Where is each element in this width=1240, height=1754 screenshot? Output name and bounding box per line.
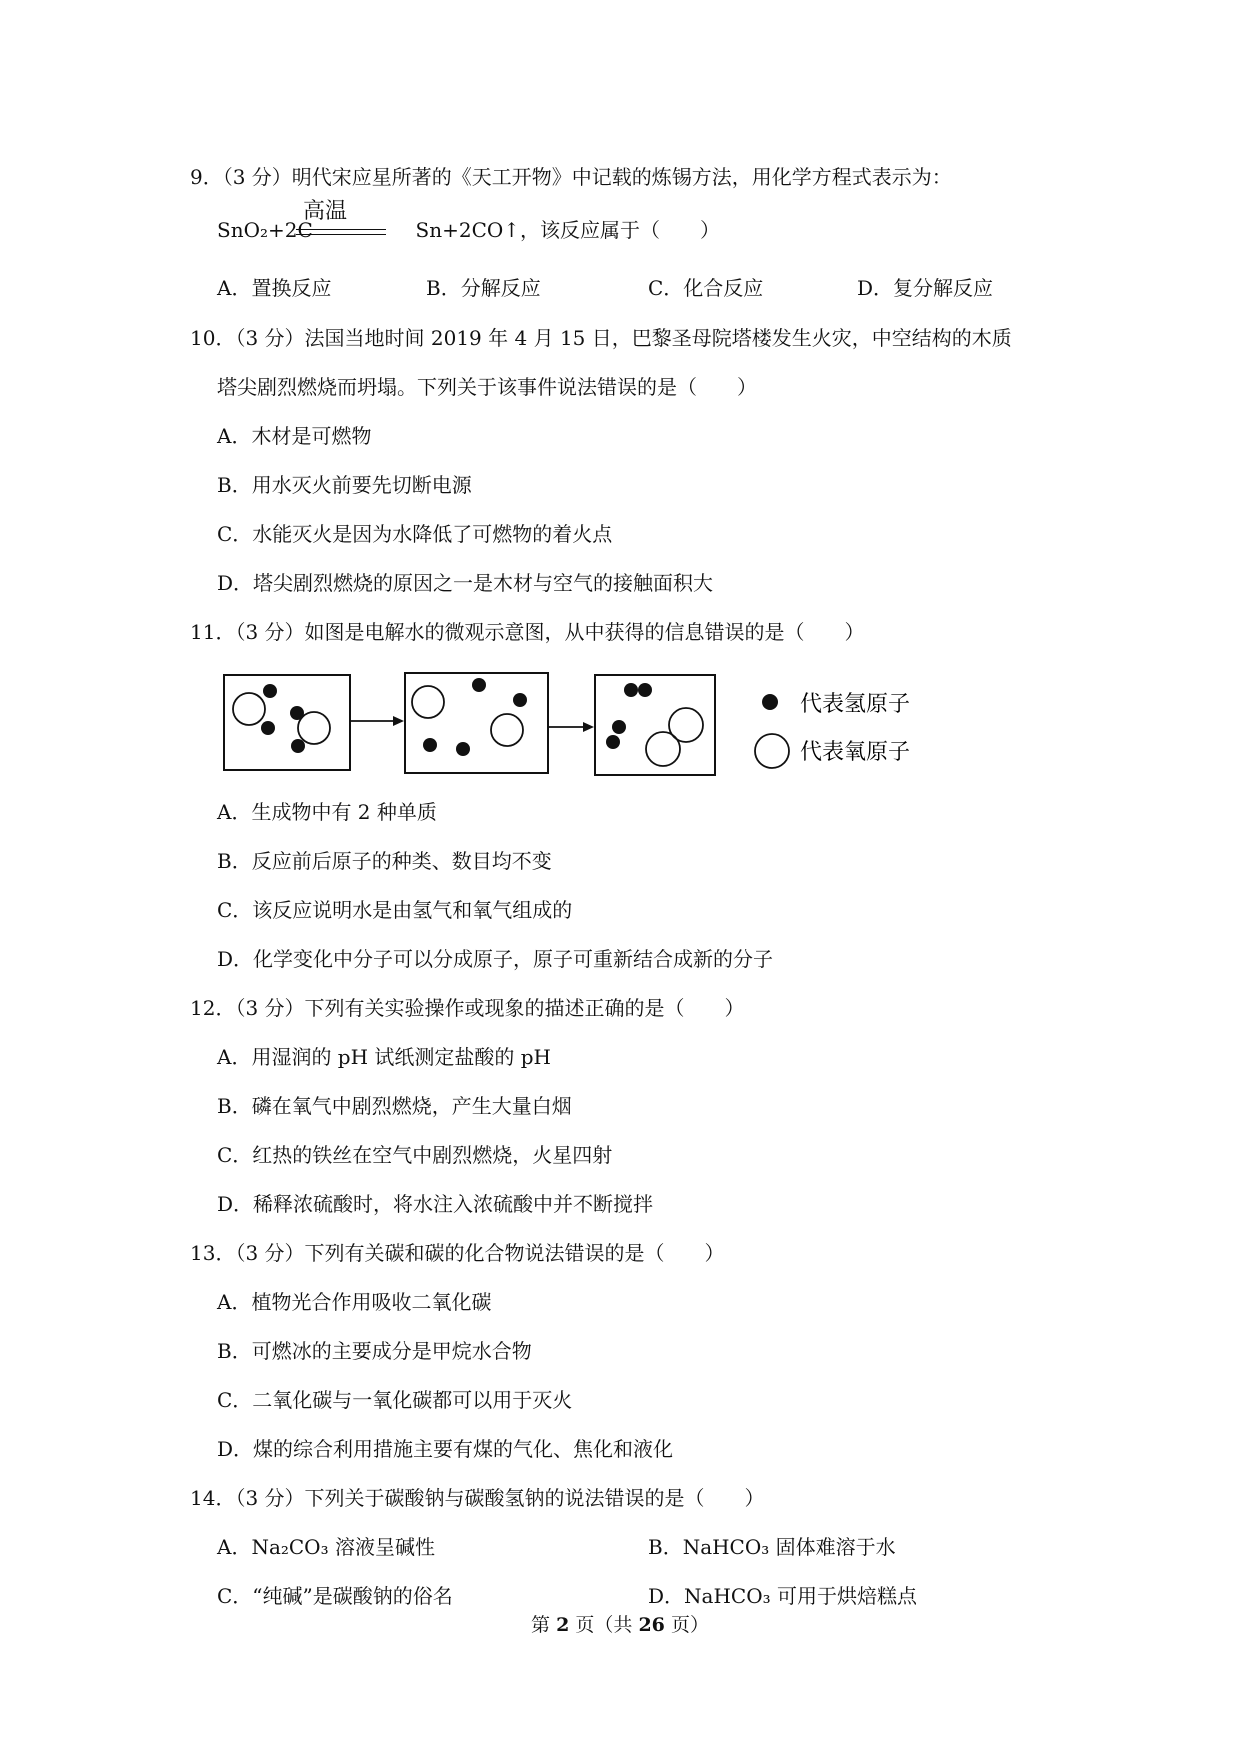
hydrogen-atom (290, 706, 304, 720)
q12-option-c[interactable]: C．红热的铁丝在空气中剧烈燃烧，火星四射 (217, 1143, 613, 1167)
legend-hydrogen-icon (762, 694, 778, 710)
q11-option-a[interactable]: A．生成物中有 2 种单质 (217, 800, 437, 824)
legend-oxygen-label: 代表氧原子 (800, 740, 911, 765)
hydrogen-atom (513, 693, 527, 707)
q9-stem: 9．（3 分）明代宋应星所著的《天工开物》中记载的炼锡方法，用化学方程式表示为： (190, 165, 952, 189)
oxygen-atom (412, 686, 444, 718)
q10-option-a[interactable]: A．木材是可燃物 (217, 424, 372, 448)
oxygen-atom (233, 693, 265, 725)
hydrogen-atom (263, 684, 277, 698)
oxygen-atom (646, 732, 680, 766)
q10-option-d[interactable]: D．塔尖剧烈燃烧的原因之一是木材与空气的接触面积大 (217, 571, 714, 595)
legend-oxygen-icon (755, 734, 789, 768)
q14-option-a[interactable]: A．Na₂CO₃ 溶液呈碱性 (217, 1535, 435, 1559)
q13-option-d[interactable]: D．煤的综合利用措施主要有煤的气化、焦化和液化 (217, 1437, 674, 1461)
q13-option-b[interactable]: B．可燃冰的主要成分是甲烷水合物 (217, 1339, 532, 1363)
footer-total-pages: 26 (638, 1614, 665, 1636)
hydrogen-atom (472, 678, 486, 692)
hydrogen-atom (291, 739, 305, 753)
hydrogen-atom (606, 735, 620, 749)
q10-stem-line2: 塔尖剧烈燃烧而坍塌。下列关于该事件说法错误的是（ ） (217, 375, 757, 399)
arrow-head (393, 716, 404, 726)
q9-equation-left: SnO₂+2C (217, 218, 313, 242)
q9-equation-right: Sn+2CO↑，该反应属于（ ） (415, 218, 721, 242)
footer-prefix: 第 (531, 1614, 551, 1636)
hydrogen-atom (638, 683, 652, 697)
q9-option-c[interactable]: C．化合反应 (648, 276, 764, 300)
q9-reaction-condition: 高温 (303, 199, 348, 224)
q13-option-a[interactable]: A．植物光合作用吸收二氧化碳 (217, 1290, 492, 1314)
q11-option-c[interactable]: C．该反应说明水是由氢气和氧气组成的 (217, 898, 573, 922)
q14-stem: 14．（3 分）下列关于碳酸钠与碳酸氢钠的说法错误的是（ ） (190, 1486, 765, 1510)
q9-option-b[interactable]: B．分解反应 (426, 276, 541, 300)
q9-option-a[interactable]: A．置换反应 (217, 276, 332, 300)
footer-middle: 页（共 (575, 1614, 633, 1636)
footer-suffix: 页） (670, 1614, 709, 1636)
footer-page-number: 2 (556, 1614, 570, 1636)
q11-option-b[interactable]: B．反应前后原子的种类、数目均不变 (217, 849, 552, 873)
q11-stem: 11．（3 分）如图是电解水的微观示意图，从中获得的信息错误的是（ ） (190, 620, 865, 644)
q10-stem-line1: 10．（3 分）法国当地时间 2019 年 4 月 15 日，巴黎圣母院塔楼发生火灾，中空结构的木质 (190, 326, 1012, 350)
hydrogen-atom (612, 720, 626, 734)
q12-option-a[interactable]: A．用湿润的 pH 试纸测定盐酸的 pH (217, 1045, 552, 1069)
oxygen-atom (491, 714, 523, 746)
page-footer (0, 1613, 1240, 1637)
q11-option-d[interactable]: D．化学变化中分子可以分成原子，原子可重新结合成新的分子 (217, 947, 774, 971)
q10-option-b[interactable]: B．用水灭火前要先切断电源 (217, 473, 472, 497)
q12-option-d[interactable]: D．稀释浓硫酸时，将水注入浓硫酸中并不断搅拌 (217, 1192, 654, 1216)
hydrogen-atom (624, 683, 638, 697)
hydrogen-atom (456, 742, 470, 756)
q13-option-c[interactable]: C．二氧化碳与一氧化碳都可以用于灭火 (217, 1388, 573, 1412)
hydrogen-atom (261, 721, 275, 735)
q12-option-b[interactable]: B．磷在氧气中剧烈燃烧，产生大量白烟 (217, 1094, 572, 1118)
q12-stem: 12．（3 分）下列有关实验操作或现象的描述正确的是（ ） (190, 996, 745, 1020)
q10-option-c[interactable]: C．水能灭火是因为水降低了可燃物的着火点 (217, 522, 613, 546)
q14-option-c[interactable]: C．“纯碱”是碳酸钠的俗名 (217, 1584, 453, 1608)
q13-stem: 13．（3 分）下列有关碳和碳的化合物说法错误的是（ ） (190, 1241, 725, 1265)
arrow-head (583, 722, 594, 732)
diagram-box-before (224, 675, 350, 770)
q14-option-b[interactable]: B．NaHCO₃ 固体难溶于水 (648, 1535, 896, 1559)
q9-option-d[interactable]: D．复分解反应 (857, 276, 994, 300)
legend-hydrogen-label: 代表氢原子 (800, 692, 911, 717)
q14-option-d[interactable]: D．NaHCO₃ 可用于烘焙糕点 (648, 1584, 917, 1608)
hydrogen-atom (423, 738, 437, 752)
